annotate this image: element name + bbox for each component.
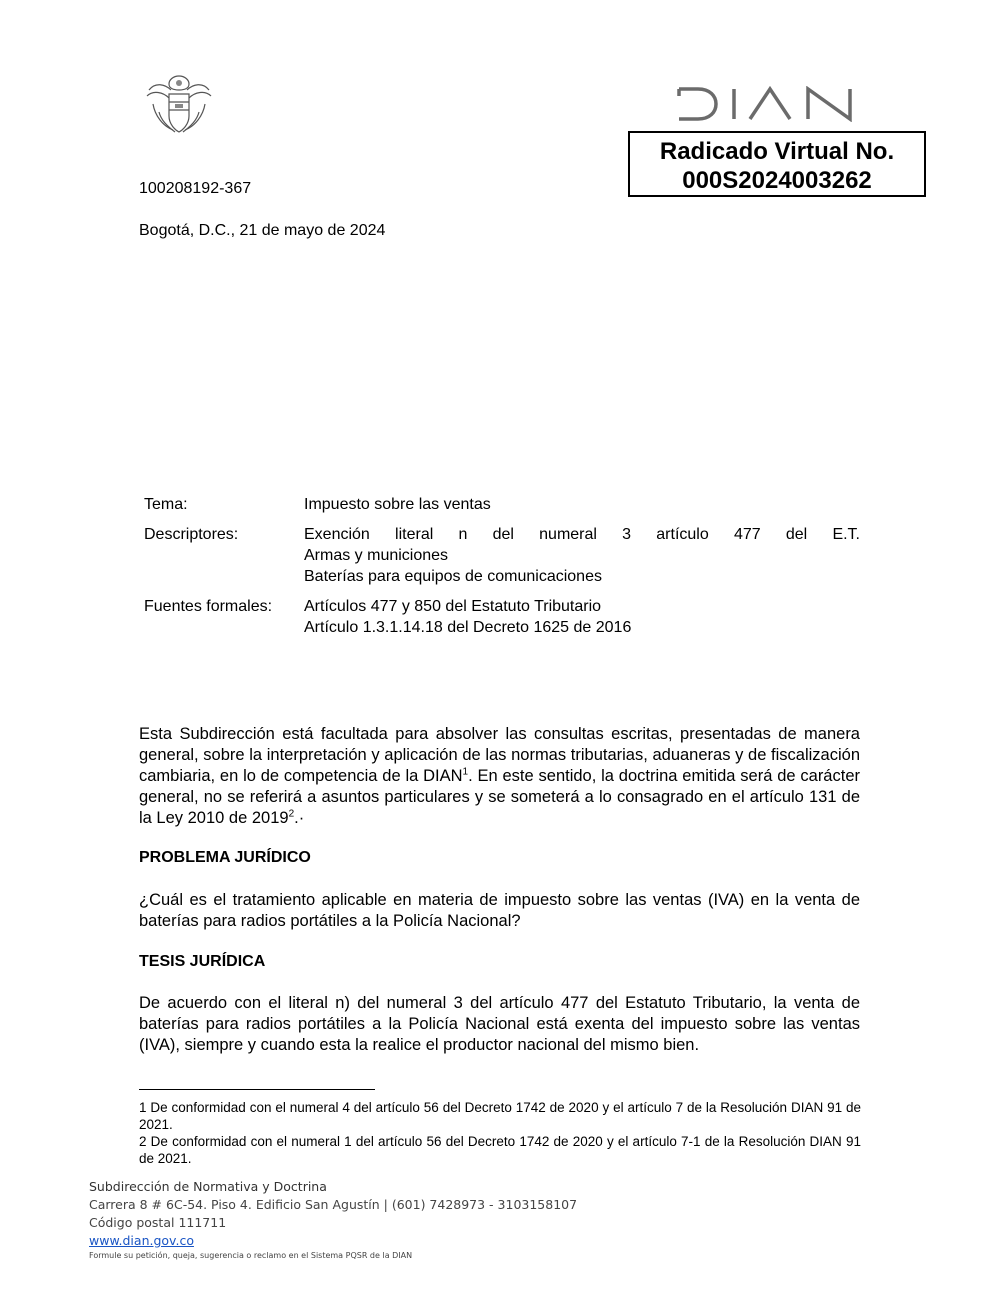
heading-problema: PROBLEMA JURÍDICO xyxy=(139,849,311,866)
page-footer xyxy=(89,1178,577,1262)
footer-postal: Código postal 111711 xyxy=(89,1215,227,1230)
radicado-label: Radicado Virtual No. xyxy=(659,138,895,165)
meta-row-fuentes xyxy=(144,596,860,638)
footnote-divider xyxy=(139,1089,375,1090)
descriptor-item: Baterías para equipos de comunicaciones xyxy=(304,568,602,585)
fuentes-label: Fuentes formales: xyxy=(144,598,273,615)
heading-tesis: TESIS JURÍDICA xyxy=(139,953,266,970)
fuente-item: Artículo 1.3.1.14.18 del Decreto 1625 de 2016 xyxy=(304,619,632,636)
intro-paragraph xyxy=(139,724,860,829)
tema-value: Impuesto sobre las ventas xyxy=(304,496,491,513)
footnote-1: 1 De conformidad con el numeral 4 del artículo 56 del Decreto 1742 de 2020 y el artículo 7 de la Resolución DIAN 91 de 2021. xyxy=(139,1100,861,1132)
radicado-number: 000S2024003262 xyxy=(682,167,872,194)
footnotes xyxy=(139,1099,861,1167)
document-date: Bogotá, D.C., 21 de mayo de 2024 xyxy=(139,222,386,239)
problema-paragraph: ¿Cuál es el tratamiento aplicable en materia de impuesto sobre las ventas (IVA) en la venta de baterías para radios portátiles a la Policía Nacional? xyxy=(139,891,860,930)
descriptor-item: Armas y municiones xyxy=(304,547,449,564)
footer-department: Subdirección de Normativa y Doctrina xyxy=(89,1179,327,1194)
tesis-paragraph: De acuerdo con el literal n) del numeral 3 del artículo 477 del Estatuto Tributario, la venta de baterías para radios portátiles a la Policía Nacional está exenta del impuesto sobre las ventas (IVA), siempre y cuando esta la realice el productor nacional del mismo bien. xyxy=(139,994,860,1054)
descriptor-item: Exención literal n del numeral 3 artículo 477 del E.T. xyxy=(304,526,860,543)
metadata-block xyxy=(144,494,860,647)
footnote-ref-2: 2 xyxy=(288,808,295,820)
fuente-item: Artículos 477 y 850 del Estatuto Tributario xyxy=(304,598,602,615)
intro-text-part2: . En este sentido, la doctrina emitida será de carácter general, no se referirá a asuntos particulares y se someterá a lo consagrado en el artículo 131 de la Ley 2010 de 2019 xyxy=(139,767,860,827)
footnote-2: 2 De conformidad con el numeral 1 del artículo 56 del Decreto 1742 de 2020 y el artículo 7-1 de la Resolución DIAN 91 de 2021. xyxy=(139,1134,861,1166)
footnote-ref-1: 1 xyxy=(462,766,469,778)
footer-website-link[interactable]: www.dian.gov.co xyxy=(89,1233,194,1248)
reference-number: 100208192-367 xyxy=(139,180,252,197)
tema-label: Tema: xyxy=(144,496,188,513)
intro-text-part3: .· xyxy=(294,809,305,827)
meta-row-tema xyxy=(144,494,860,515)
coat-of-arms-icon xyxy=(145,72,213,138)
footer-address: Carrera 8 # 6C-54. Piso 4. Edificio San Agustín | (601) 7428973 - 3103158107 xyxy=(89,1197,578,1212)
descriptores-label: Descriptores: xyxy=(144,526,239,543)
intro-text-part1: Esta Subdirección está facultada para absolver las consultas escritas, presentadas de manera general, sobre la interpretación y aplicación de las normas tributarias, aduaneras y de fiscalización cambiaria, en lo de competencia de la DIAN xyxy=(139,725,860,785)
radicado-box xyxy=(628,131,926,197)
dian-logo xyxy=(676,86,860,122)
footer-pqsr-note: Formule su petición, queja, sugerencia o reclamo en el Sistema PQSR de la DIAN xyxy=(89,1251,413,1260)
meta-row-descriptores xyxy=(144,524,860,587)
